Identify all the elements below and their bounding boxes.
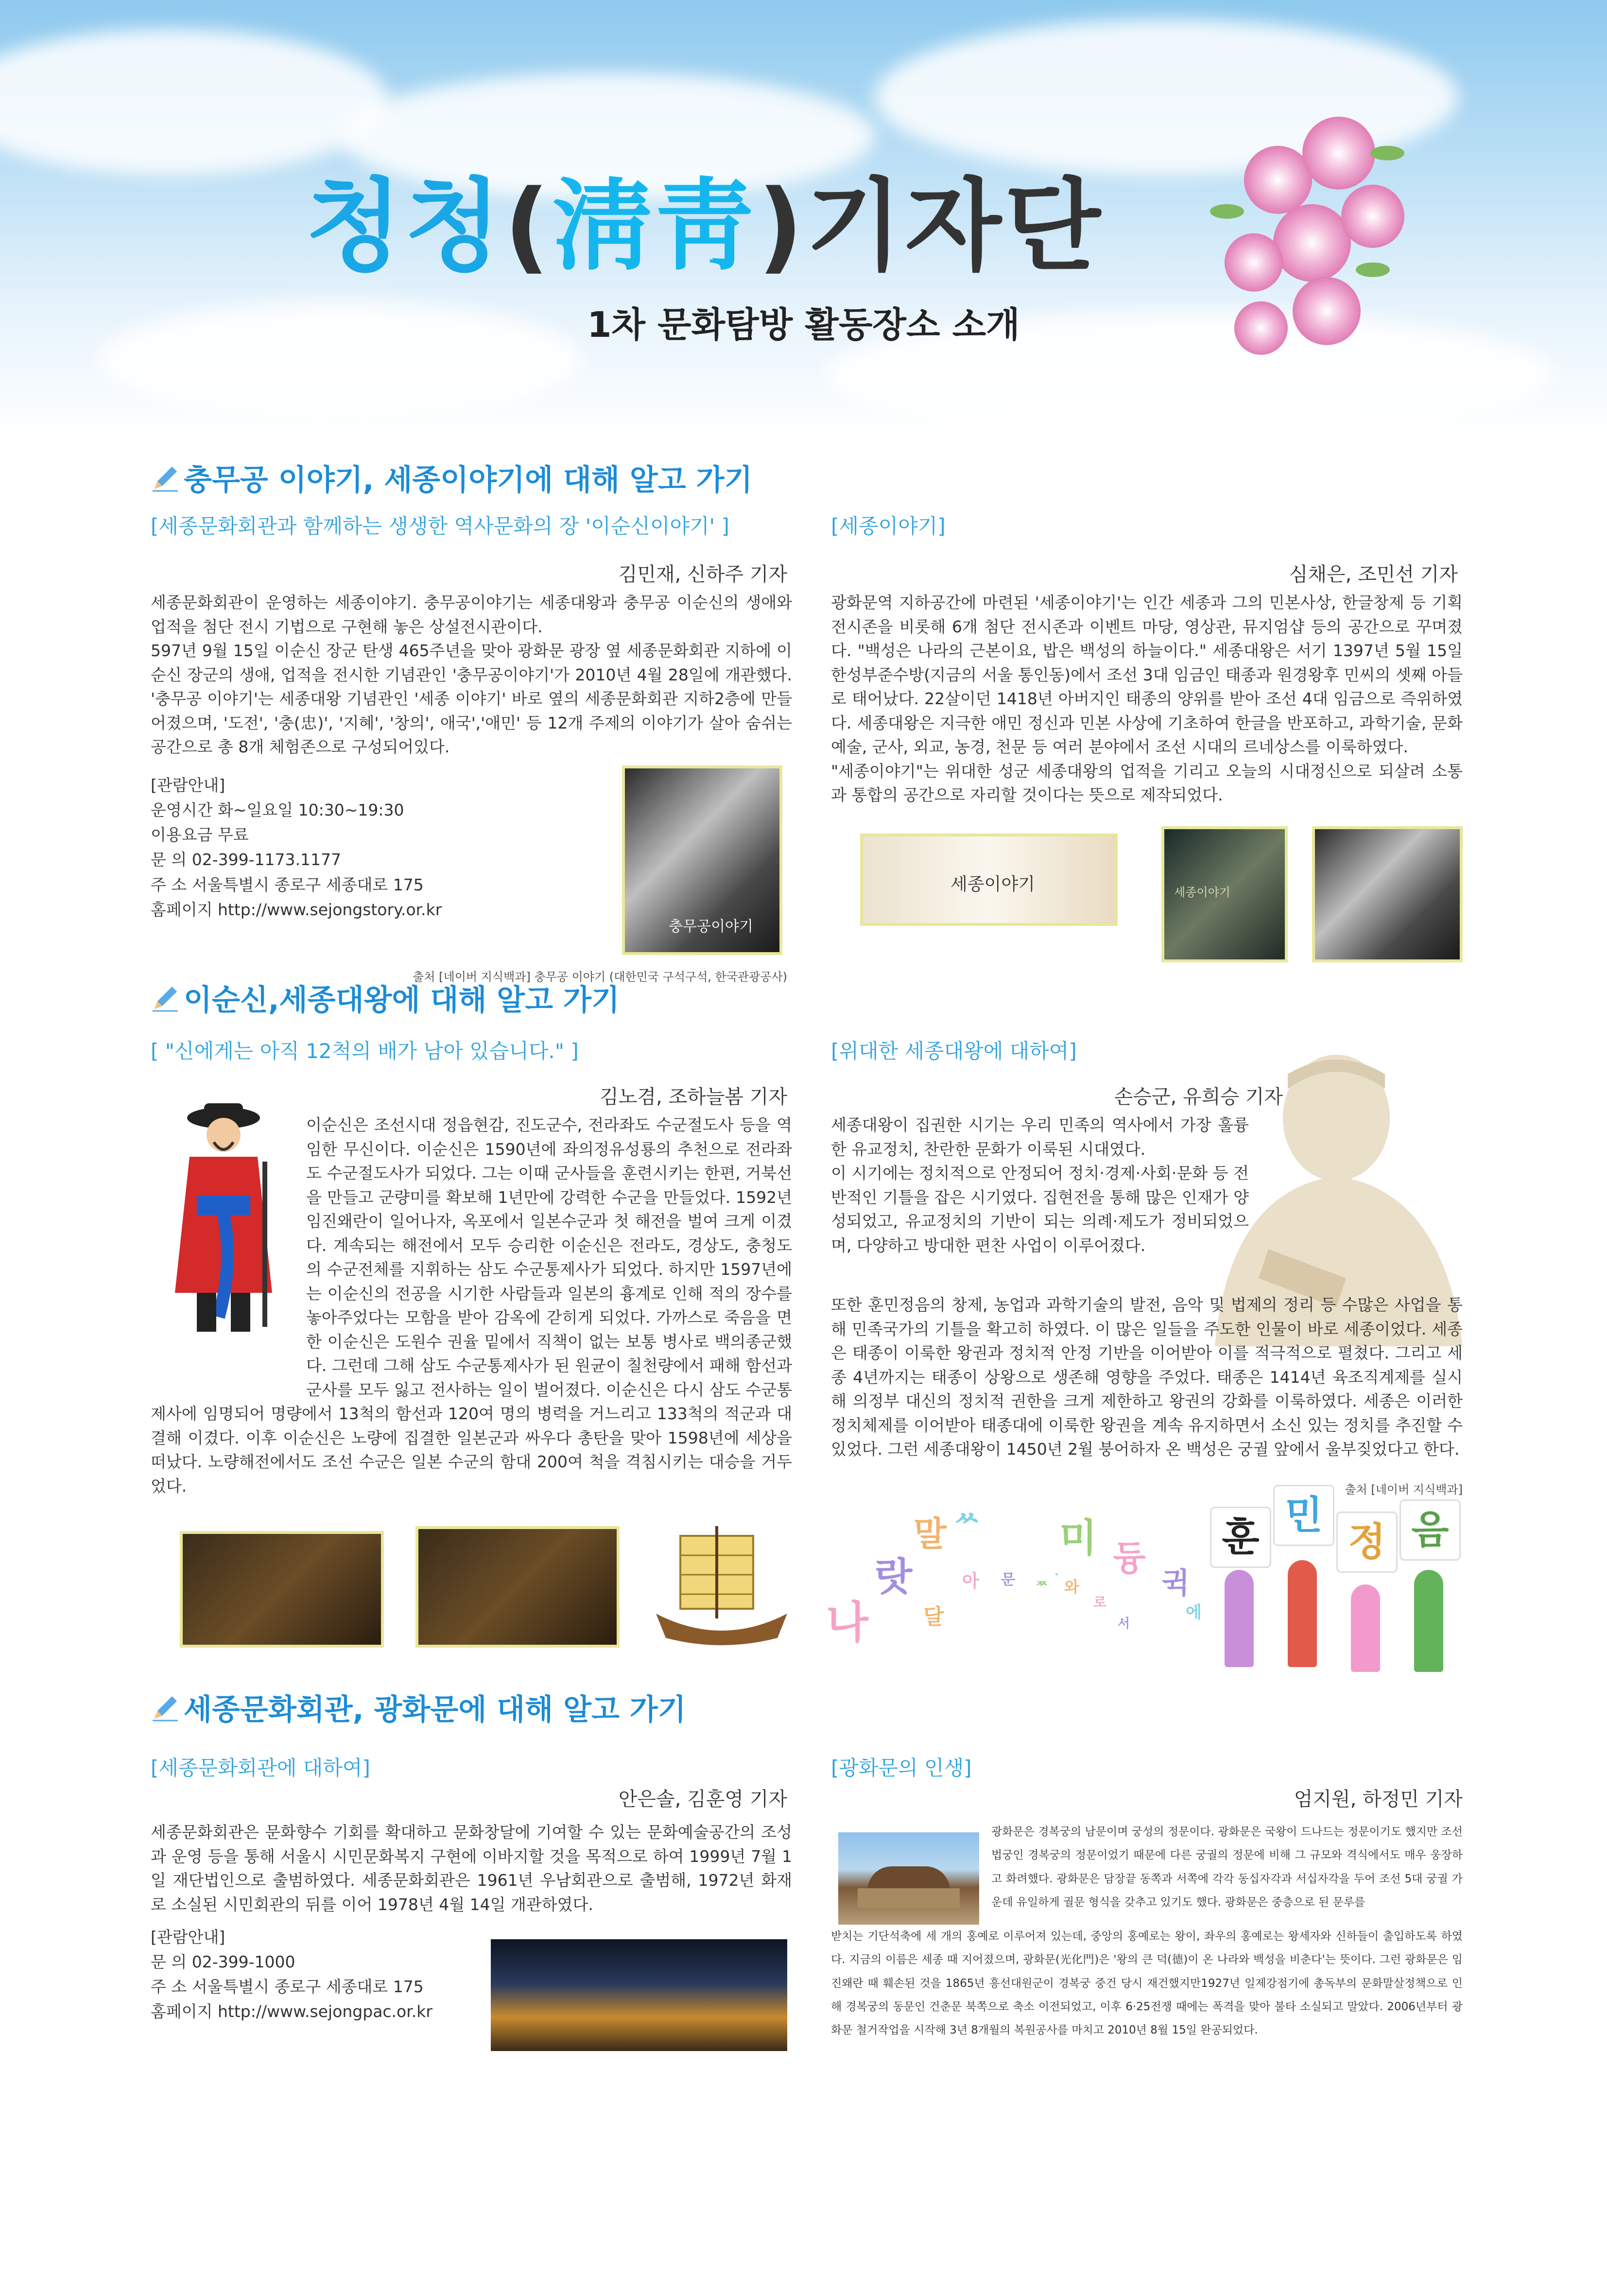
info-title: [관람안내] bbox=[151, 776, 225, 795]
article5-body: 세종문화회관은 문화향수 기회를 확대하고 문화창달에 기여할 수 있는 문화예술공간의 조성과 운영 등을 통해 서울시 시민문화복지 구현에 이바지할 것을 목적으로 하여 1999년 7월 1일 재단법인으로 출범하였다. 세종문화회관은 1961년 우남회관으로 출범해, 1972년 화재로 소실된 시민회관의 뒤를 이어 1978년 4월 14일 개관하였다. bbox=[151, 1823, 792, 1914]
info-homepage: 홈페이지 http://www.sejongstory.or.kr bbox=[151, 900, 442, 919]
article4-body-top: 세종대왕이 집권한 시기는 우리 민족의 역사에서 가장 훌륭한 유교정치, 찬란한 문화가 이룩된 시대였다. 이 시기에는 정치적으로 안정되어 정치·경제·사회·문화 등 전반적인 기틀을 잡은 시기였다. 집현전을 통해 많은 인재가 양성되었고, 유교정치의 기반이 되는 의례·제도가 정비되었으며, 다양하고 방대한 편찬 사업이 이루어졌다. bbox=[831, 1115, 1249, 1255]
article4-heading: [위대한 세종대왕에 대하여] bbox=[831, 1039, 1077, 1063]
hangul-sign: 정 bbox=[1336, 1512, 1398, 1573]
article5-info bbox=[151, 1925, 462, 2024]
pencil-icon bbox=[151, 984, 180, 1013]
hangul-letter: 문 bbox=[1001, 1571, 1015, 1588]
article1-author: 김민재, 신하주 기자 bbox=[618, 563, 787, 586]
section-title-2 bbox=[151, 977, 620, 1019]
title-hanja: 淸靑 bbox=[552, 169, 758, 284]
title-part1: 청청 bbox=[306, 169, 504, 284]
section-title-text: 충무공 이야기, 세종이야기에 대해 알고 가기 bbox=[184, 463, 753, 497]
title-close-paren: ) bbox=[757, 169, 806, 284]
child-figure bbox=[1351, 1584, 1380, 1672]
photo-caption: 세종이야기 bbox=[950, 874, 1035, 894]
article5-heading: [세종문화회관에 대하여] bbox=[151, 1756, 370, 1780]
article6-author: 엄지원, 하정민 기자 bbox=[1294, 1788, 1463, 1810]
hangul-letter: 듕 bbox=[1113, 1538, 1146, 1578]
article4-author: 손승군, 유희승 기자 bbox=[1114, 1086, 1283, 1108]
photo-chungmugong-scroll bbox=[622, 765, 782, 955]
photo-exhibit-1 bbox=[180, 1531, 384, 1648]
hangul-letter: 나 bbox=[826, 1597, 868, 1648]
child-figure bbox=[1225, 1570, 1254, 1667]
hangul-letter: 에 bbox=[1186, 1603, 1202, 1622]
hangul-letter: 서 bbox=[1118, 1617, 1130, 1631]
page-title bbox=[0, 146, 1409, 289]
hangul-letter: 로 bbox=[1093, 1594, 1107, 1610]
article6-heading: [광화문의 인생] bbox=[831, 1756, 972, 1780]
float-spacer bbox=[151, 1113, 306, 1380]
title-open-paren: ( bbox=[504, 169, 553, 284]
hangul-letter: ᆞ bbox=[1050, 1566, 1064, 1583]
info-fee: 이용요금 무료 bbox=[151, 825, 249, 845]
title-part2: 기자단 bbox=[806, 169, 1104, 284]
info-address: 주 소 서울특별시 종로구 세종대로 175 bbox=[151, 875, 424, 894]
pencil-icon bbox=[151, 464, 180, 493]
section-title-1 bbox=[151, 457, 753, 499]
photo-caption: 충무공이야기 bbox=[669, 918, 753, 935]
photo-sejong-banner bbox=[860, 834, 1118, 926]
article4-body-bottom: 또한 훈민정음의 창제, 농업과 과학기술의 발전, 음악 및 법제의 정리 등 수많은 사업을 통해 민족국가의 기틀을 확고히 하였다. 이 많은 일들을 주도한 인물이 바로 세종이었다. 세종은 태종이 이룩한 왕권과 정치적 안정 기반을 이어받아 이를 적극적으로 펼쳤다. 그리고 세종 4년까지는 태종이 상왕으로 생존해 영향을 주었다. 태종은 1414년 육조직계제를 실시해 의정부 대신의 정치적 권한을 크게 제한하고 왕권의 강화를 이룩하였다. 세종은 이러한 정치체제를 이어받아 태종대에 이룩한 왕권을 계속 유지하면서 소신 있는 정치를 추진할 수 있었다. 그런 세종대왕이 1450년 2월 붕어하자 온 백성은 궁궐 앞에서 울부짖었다고 한다. bbox=[831, 1295, 1463, 1459]
hangul-letter: ᄍ bbox=[1035, 1580, 1049, 1596]
photo-gwanghwamun bbox=[838, 1832, 979, 1925]
article2-author: 심채은, 조민선 기자 bbox=[1289, 563, 1458, 586]
hangul-letter: ᄊ bbox=[952, 1511, 981, 1545]
hangul-letter: 달 bbox=[923, 1604, 944, 1629]
page-subtitle: 1차 문화탐방 활동장소 소개 bbox=[587, 304, 1020, 345]
info-phone: 문 의 02-399-1173.1177 bbox=[151, 850, 341, 870]
photo-caption: 세종이야기 bbox=[1174, 886, 1230, 899]
info-address: 주 소 서울특별시 종로구 세종대로 175 bbox=[151, 1977, 424, 1997]
hangul-letter: 미 bbox=[1059, 1515, 1097, 1561]
article1-info bbox=[151, 773, 588, 922]
article3-heading: [ "신에게는 아직 12척의 배가 남아 있습니다." ] bbox=[151, 1039, 579, 1063]
hangul-letter: 아 bbox=[962, 1571, 979, 1591]
article3-body bbox=[151, 1113, 792, 1498]
article1-heading: [세종문화회관과 함께하는 생생한 역사문화의 장 '이순신이야기' ] bbox=[151, 514, 729, 538]
article6-body-bottom: 받치는 기단석축에 세 개의 홍예로 이루어져 있는데, 중앙의 홍예로는 왕이, 좌우의 홍예로는 왕세자와 신하들이 출입하도록 하였다. 지금의 이름은 세종 때 지어졌으며, 광화문(光化門)은 '왕의 큰 덕(德)이 온 나라와 백성을 비춘다'는 뜻이다. 그런 광화문은 임진왜란 때 훼손된 것을 1865년 흥선대원군이 경복궁 중건 당시 재건했지만1927년 일제강점기에 총독부의 문화말살정책으로 인해 경복궁의 동문인 건춘문 북쪽으로 축소 이전되었고, 이후 6·25전쟁 때에는 폭격을 맞아 불타 소실되고 말았다. 2006년부터 광화문 철거작업을 시작해 3년 8개월의 복원공사를 마치고 2010년 8월 15일 완공되었다. bbox=[831, 1930, 1463, 2037]
info-homepage: 홈페이지 http://www.sejongpac.or.kr bbox=[151, 2002, 432, 2021]
hangul-sign: 훈 bbox=[1210, 1507, 1271, 1568]
hangul-sign: 음 bbox=[1400, 1499, 1461, 1561]
section-title-text: 이순신,세종대왕에 대해 알고 가기 bbox=[184, 983, 620, 1017]
pencil-icon bbox=[151, 1693, 180, 1722]
info-title: [관람안내] bbox=[151, 1928, 225, 1947]
hangul-letter: 와 bbox=[1064, 1578, 1079, 1596]
child-figure bbox=[1288, 1560, 1317, 1667]
article3-text: 이순신은 조선시대 정읍현감, 진도군수, 전라좌도 수군절도사 등을 역임한 무신이다. 이순신은 1590년에 좌의정유성룡의 추천으로 전라좌도 수군절도사가 되었다. 그는 이때 군사들을 훈련시키는 한편, 거북선을 만들고 군량미를 확보해 1년만에 강력한 수군을 만들었다. 1592년 임진왜란이 일어나자, 옥포에서 일본수군과 첫 해전을 벌여 크게 이겼다. 계속되는 해전에서 모두 승리한 이순신은 전라도, 경상도, 충청도의 수군전체를 지휘하는 삼도 수군통제사가 되었다. 하지만 1597년에는 이순신의 전공을 시기한 사람들과 일본의 흉계로 인해 적의 장수를 놓아주었다는 모함을 받아 감옥에 갇히게 되었다. 가까스로 죽음을 면한 이순신은 도원수 권율 밑에서 직책이 없는 보통 병사로 백의종군했다. 그런데 그해 삼도 수군통제사가 된 원균이 칠천량에서 패해 함선과 군사를 모두 잃고 전사하는 일이 벌어졌다. 이순신은 다시 삼도 수군통제사에 임명되어 명량에서 13척의 함선과 120여 명의 병력을 거느리고 133척의 적군과 대결해 이겼다. 이후 이순신은 노량에 집결한 일본군과 싸우다 총탄을 맞아 1598년에 세상을 떠났다. 노량해전에서도 조선 수군은 일본 수군의 함대 200여 척을 격침시키는 대승을 거두었다. bbox=[151, 1115, 792, 1496]
turtle-ship-illustration bbox=[651, 1526, 792, 1652]
article2-body: 광화문역 지하공간에 마련된 '세종이야기'는 인간 세종과 그의 민본사상, 한글창제 등 기획전시존을 비롯해 6개 첨단 전시존과 이벤트 마당, 영상관, 뮤지엄샵 등의 공간으로 꾸며졌다. "백성은 나라의 근본이요, 밥은 백성의 하늘이다." 세종대왕은 서기 1397년 5월 15일 한성부준수방(지금의 서울 통인동)에서 조선 3대 임금인 태종과 원경왕후 민씨의 셋째 아들로 태어났다. 22살이던 1418년 아버지인 태종의 양위를 받아 조선 4대 임금으로 즉위하였다. 세종대왕은 지극한 애민 정신과 민본 사상에 기초하여 한글을 반포하고, 과학기술, 문화예술, 군사, 외교, 농경, 천문 등 여러 분야에서 조선 시대의 르네상스를 이룩하였다. "세종이야기"는 위대한 성군 세종대왕의 업적을 기리고 오늘의 시대정신으로 되살려 소통과 통합의 공간으로 자리할 것이다는 뜻으로 제작되었다. bbox=[831, 593, 1463, 804]
article3-author: 김노겸, 조하늘봄 기자 bbox=[600, 1086, 787, 1108]
article1-body: 세종문화회관이 운영하는 세종이야기. 충무공이야기는 세종대왕과 충무공 이순신의 생애와 업적을 첨단 전시 기법으로 구현해 놓은 상설전시관이다. 597년 9월 15일 이순신 장군 탄생 465주년을 맞아 광화문 광장 옆 세종문화회관 지하에 이순신 장군의 생애, 업적을 전시한 기념관인 '충무공이야기'가 2010년 4월 28일에 개관했다. '충무공 이야기'는 세종대왕 기념관인 '세종 이야기' 바로 옆의 세종문화회관 지하2층에 만들어졌으며, '도전', '충(忠)', '지혜', '창의', 애국','애민' 등 12개 주제의 이야기가 살아 숨쉬는 공간으로 총 8개 체험존으로 구성되어있다. bbox=[151, 593, 792, 756]
hangul-letter: 말 bbox=[914, 1514, 947, 1554]
photo-exhibit-2 bbox=[415, 1526, 620, 1648]
section-title-3 bbox=[151, 1687, 686, 1728]
article6-body-top: 광화문은 경복궁의 남문이며 궁성의 정문이다. 광화문은 국왕이 드나드는 정문이기도 했지만 조선 법궁인 경복궁의 정문이었기 때문에 다른 궁궐의 정문에 비해 그 규모와 격식에서도 매우 웅장하고 화려했다. 광화문은 담장끝 동쪽과 서쪽에 각각 동십자각과 서십자각을 두어 조선 5대 궁궐 가운데 유일하게 궐문 형식을 갖추고 있기도 했다. 광화문은 중층으로 된 문루를 bbox=[991, 1826, 1463, 1909]
info-phone: 문 의 02-399-1000 bbox=[151, 1952, 295, 1972]
article4-source: 출처 [네이버 지식백과] bbox=[1345, 1483, 1463, 1496]
hangul-letter: 귁 bbox=[1161, 1566, 1190, 1600]
photo-sejong-center-night bbox=[491, 1939, 787, 2051]
hangul-sign: 민 bbox=[1273, 1485, 1334, 1546]
article2-heading: [세종이야기] bbox=[831, 514, 946, 538]
child-figure bbox=[1414, 1570, 1443, 1672]
photo-sejong-scroll bbox=[1312, 826, 1463, 962]
section-title-text: 세종문화회관, 광화문에 대해 알고 가기 bbox=[184, 1693, 686, 1727]
article1-source: 출처 [네이버 지식백과] 충무공 이야기 (대한민국 구석구석, 한국관광공사) bbox=[413, 970, 787, 984]
article5-author: 안은솔, 김훈영 기자 bbox=[618, 1788, 787, 1810]
info-hours: 운영시간 화~일요일 10:30~19:30 bbox=[151, 800, 404, 820]
hangul-letter: 랏 bbox=[875, 1554, 913, 1600]
photo-sejong-museum bbox=[1161, 826, 1288, 962]
